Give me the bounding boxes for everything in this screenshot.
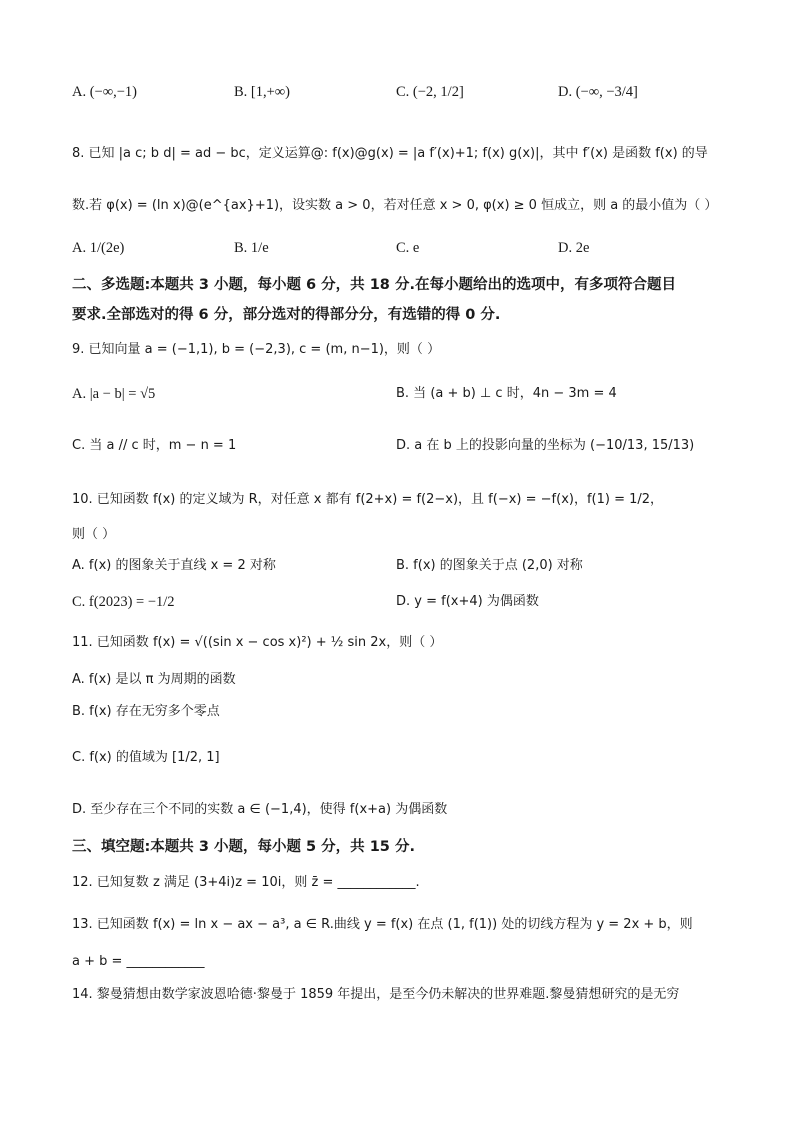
q14-stem: 14. 黎曼猜想由数学家波恩哈德·黎曼于 1859 年提出，是至今仍未解决的世界难题.黎曼猜想研究的是无穷: [72, 987, 680, 1002]
q8-stem-line1: 8. 已知 |a c; b d| = ad − bc，定义运算@: f(x)@g(x) = |a f′(x)+1; f(x) g(x)|，其中 f′(x) 是函数 f(x) 的导: [72, 146, 708, 161]
q8-option-d: D. 2e: [558, 240, 590, 256]
q10-option-d: D. y = f(x+4) 为偶函数: [396, 594, 539, 609]
q9-option-c: C. 当 a // c 时，m − n = 1: [72, 438, 237, 453]
q7-option-b: B. [1,+∞): [234, 84, 290, 100]
q11-option-a: A. f(x) 是以 π 为周期的函数: [72, 672, 236, 687]
q9-stem: 9. 已知向量 a = (−1,1), b = (−2,3), c = (m, n−1)，则（ ）: [72, 342, 441, 357]
q10-stem-cont: 则（ ）: [72, 527, 116, 542]
q9-option-b: B. 当 (a + b) ⊥ c 时，4n − 3m = 4: [396, 386, 617, 401]
q12-stem: 12. 已知复数 z 满足 (3+4i)z = 10i，则 z̄ = ____________.: [72, 875, 420, 890]
q8-option-c: C. e: [396, 240, 420, 256]
q7-option-d: D. (−∞, −3/4]: [558, 84, 638, 100]
q11-option-b: B. f(x) 存在无穷多个零点: [72, 704, 220, 719]
q8-stem-line2: 数.若 φ(x) = (ln x)@(e^{ax}+1)，设实数 a > 0，若对任意 x > 0, φ(x) ≥ 0 恒成立，则 a 的最小值为（ ）: [72, 198, 718, 213]
q7-option-c: C. (−2, 1/2]: [396, 84, 464, 100]
q11-stem: 11. 已知函数 f(x) = √((sin x − cos x)²) + ½ sin 2x，则（ ）: [72, 635, 443, 650]
q13-stem-line2: a + b = ____________: [72, 954, 205, 969]
q8-option-a: A. 1/(2e): [72, 240, 125, 256]
q8-option-b: B. 1/e: [234, 240, 269, 256]
q11-option-c: C. f(x) 的值域为 [1/2, 1]: [72, 750, 220, 765]
q9-option-a: A. |a − b| = √5: [72, 386, 156, 402]
section3-heading: 三、填空题:本题共 3 小题，每小题 5 分，共 15 分.: [72, 839, 415, 855]
q11-option-d: D. 至少存在三个不同的实数 a ∈ (−1,4)，使得 f(x+a) 为偶函数: [72, 802, 448, 817]
q10-option-c: C. f(2023) = −1/2: [72, 594, 175, 610]
q10-stem: 10. 已知函数 f(x) 的定义域为 R，对任意 x 都有 f(2+x) = f(2−x)，且 f(−x) = −f(x)，f(1) = 1/2，: [72, 492, 664, 507]
q13-stem-line1: 13. 已知函数 f(x) = ln x − ax − a³, a ∈ R.曲线 y = f(x) 在点 (1, f(1)) 处的切线方程为 y = 2x + b，则: [72, 917, 693, 932]
section2-heading-line2: 要求.全部选对的得 6 分，部分选对的得部分分，有选错的得 0 分.: [72, 307, 501, 323]
q10-option-b: B. f(x) 的图象关于点 (2,0) 对称: [396, 558, 583, 573]
q7-option-a: A. (−∞,−1): [72, 84, 137, 100]
q9-option-d: D. a 在 b 上的投影向量的坐标为 (−10/13, 15/13): [396, 438, 695, 453]
section2-heading-line1: 二、多选题:本题共 3 小题，每小题 6 分，共 18 分.在每小题给出的选项中，有多项符合题目: [72, 277, 676, 293]
q10-option-a: A. f(x) 的图象关于直线 x = 2 对称: [72, 558, 276, 573]
